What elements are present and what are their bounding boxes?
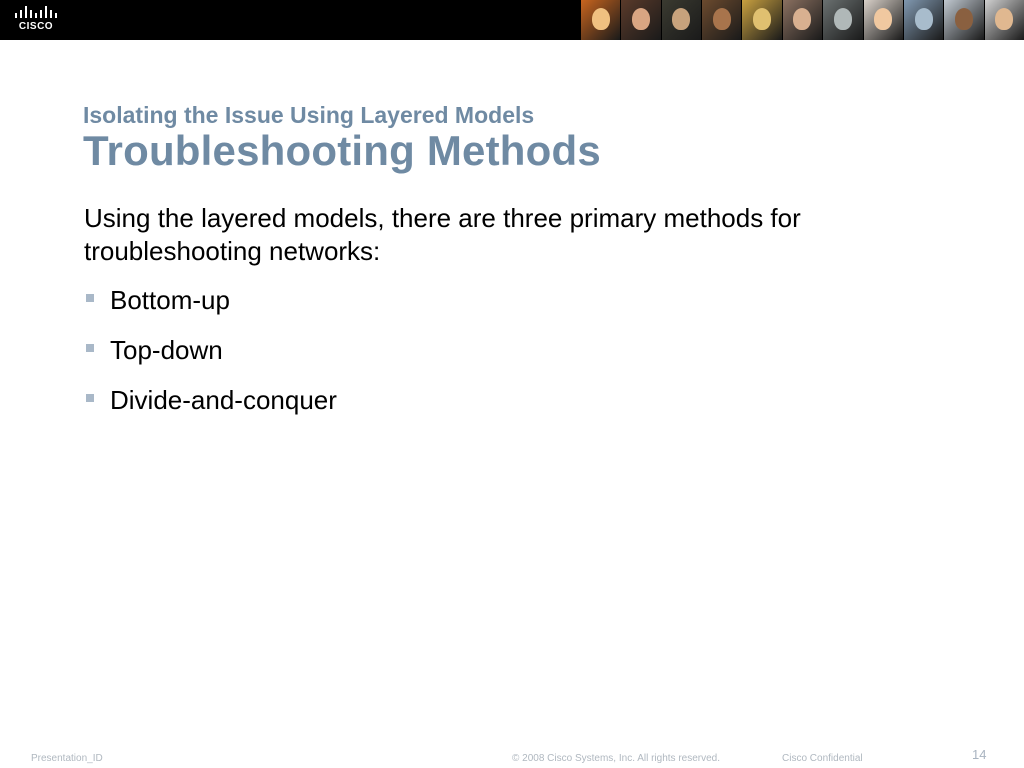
pattern-photo <box>741 0 781 40</box>
confidential-label: Cisco Confidential <box>782 753 863 764</box>
photo-subject-icon <box>955 8 973 30</box>
bullet-text: Divide-and-conquer <box>110 385 337 415</box>
photo-subject-icon <box>915 8 933 30</box>
man-smiling-photo <box>701 0 741 40</box>
bullet-item <box>84 283 337 333</box>
bullet-list <box>84 283 337 433</box>
cisco-logo <box>14 6 58 34</box>
photo-subject-icon <box>874 8 892 30</box>
man-cap-photo <box>984 0 1024 40</box>
woman-headscarf-photo <box>782 0 822 40</box>
square-bullet-icon <box>86 294 94 302</box>
bullet-text: Top-down <box>110 335 223 365</box>
intro-text: Using the layered models, there are three primary methods for troubleshooting networks: <box>84 203 801 266</box>
woman-smiling-photo <box>863 0 903 40</box>
bullet-item <box>84 383 337 433</box>
photo-subject-icon <box>713 8 731 30</box>
presentation-id: Presentation_ID <box>31 753 103 764</box>
photo-subject-icon <box>753 8 771 30</box>
notes-photo <box>822 0 862 40</box>
page-number: 14 <box>972 747 987 762</box>
square-bullet-icon <box>86 394 94 402</box>
curtain-photo <box>903 0 943 40</box>
photo-subject-icon <box>793 8 811 30</box>
cisco-bars-icon <box>15 6 57 20</box>
man-thinking-photo <box>661 0 701 40</box>
photo-subject-icon <box>672 8 690 30</box>
slide-title: Troubleshooting Methods <box>83 127 601 174</box>
woman-portrait-photo <box>620 0 660 40</box>
bullet-text: Bottom-up <box>110 285 230 315</box>
photo-strip <box>580 0 1024 40</box>
logo-text: CISCO <box>18 21 54 32</box>
copyright-text: © 2008 Cisco Systems, Inc. All rights reserved. <box>512 753 721 764</box>
slide-subtitle: Isolating the Issue Using Layered Models <box>83 102 535 128</box>
photo-subject-icon <box>632 8 650 30</box>
photo-subject-icon <box>834 8 852 30</box>
square-bullet-icon <box>86 344 94 352</box>
autumn-leaves-photo <box>580 0 620 40</box>
bullet-item <box>84 333 337 383</box>
man-portrait-photo <box>943 0 983 40</box>
photo-subject-icon <box>592 8 610 30</box>
header-bar <box>0 0 1024 40</box>
photo-subject-icon <box>995 8 1013 30</box>
